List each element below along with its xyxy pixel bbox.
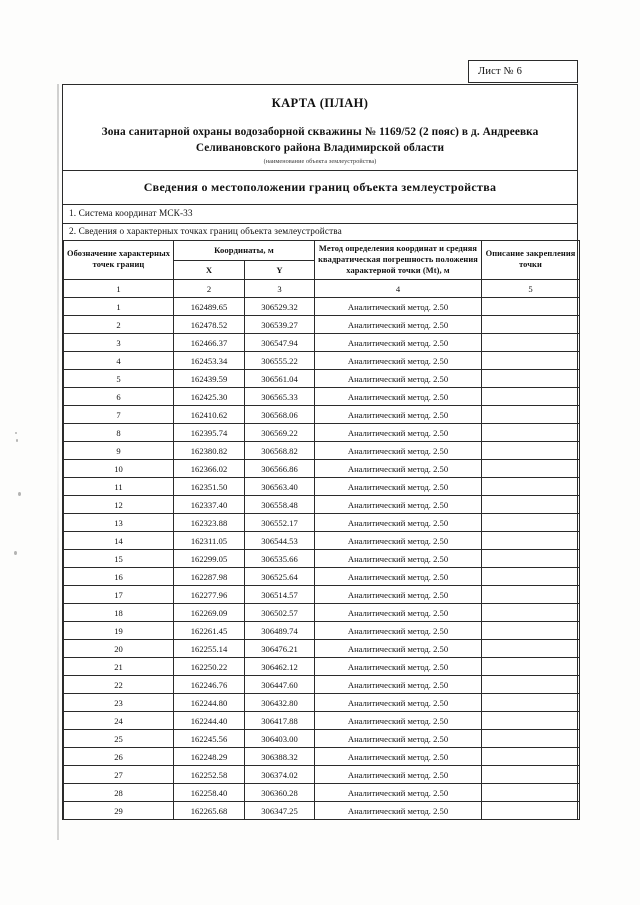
coordinate-x: 162380.82 [174, 442, 245, 460]
coordinate-y: 306565.33 [245, 388, 315, 406]
coordinate-y: 306552.17 [245, 514, 315, 532]
table-row [64, 748, 580, 766]
description-value [482, 334, 580, 352]
document-title: КАРТА (ПЛАН) [271, 96, 369, 110]
coordinate-x: 162366.02 [174, 460, 245, 478]
description-value [482, 622, 580, 640]
method-value: Аналитический метод. 2.50 [315, 424, 482, 442]
point-number: 1 [64, 298, 174, 316]
method-value: Аналитический метод. 2.50 [315, 532, 482, 550]
description-value [482, 406, 580, 424]
point-number: 17 [64, 586, 174, 604]
coordinate-x: 162489.65 [174, 298, 245, 316]
coordinate-x: 162466.37 [174, 334, 245, 352]
coordinate-x: 162265.68 [174, 802, 245, 820]
method-value: Аналитический метод. 2.50 [315, 676, 482, 694]
description-value [482, 568, 580, 586]
coordinate-x: 162287.98 [174, 568, 245, 586]
method-value: Аналитический метод. 2.50 [315, 802, 482, 820]
coordinate-x: 162337.40 [174, 496, 245, 514]
point-number: 10 [64, 460, 174, 478]
coordinate-x: 162453.34 [174, 352, 245, 370]
table-row [64, 550, 580, 568]
coordinate-y: 306558.48 [245, 496, 315, 514]
coordinate-y: 306462.12 [245, 658, 315, 676]
coordinate-y: 306555.22 [245, 352, 315, 370]
coordinate-y: 306535.66 [245, 550, 315, 568]
description-value [482, 442, 580, 460]
characteristic-points-table [63, 240, 580, 820]
coordinate-system-line: 1. Система координат МСК-33 [69, 209, 193, 220]
coordinate-x: 162258.40 [174, 784, 245, 802]
coordinate-y: 306447.60 [245, 676, 315, 694]
method-value: Аналитический метод. 2.50 [315, 766, 482, 784]
coordinate-x: 162395.74 [174, 424, 245, 442]
coordinate-y: 306403.00 [245, 730, 315, 748]
point-number: 14 [64, 532, 174, 550]
header-x: X [174, 260, 245, 280]
table-row [64, 676, 580, 694]
point-number: 22 [64, 676, 174, 694]
table-row [64, 784, 580, 802]
point-number: 25 [64, 730, 174, 748]
table-row [64, 532, 580, 550]
coordinate-x: 162245.56 [174, 730, 245, 748]
document-subtitle: Зона санитарной охраны водозаборной скважины № 1169/52 (2 пояс) в д. Андреевка Селивановского района Владимирской области [101, 126, 539, 155]
point-number: 3 [64, 334, 174, 352]
method-value: Аналитический метод. 2.50 [315, 496, 482, 514]
description-value [482, 640, 580, 658]
description-value [482, 730, 580, 748]
table-row [64, 370, 580, 388]
header-y: Y [245, 260, 315, 280]
scan-edge-shadow [57, 84, 59, 840]
sheet-number-box [468, 60, 578, 83]
description-value [482, 694, 580, 712]
method-value: Аналитический метод. 2.50 [315, 406, 482, 424]
table-row [64, 388, 580, 406]
point-number: 6 [64, 388, 174, 406]
coordinate-y: 306360.28 [245, 784, 315, 802]
method-value: Аналитический метод. 2.50 [315, 730, 482, 748]
scan-artifact [16, 439, 18, 442]
coordinate-x: 162439.59 [174, 370, 245, 388]
header-description: Описание закрепления точки [482, 241, 580, 280]
description-value [482, 496, 580, 514]
method-value: Аналитический метод. 2.50 [315, 568, 482, 586]
coordinate-x: 162351.50 [174, 478, 245, 496]
method-value: Аналитический метод. 2.50 [315, 604, 482, 622]
coordinate-y: 306476.21 [245, 640, 315, 658]
coordinate-x: 162261.45 [174, 622, 245, 640]
description-value [482, 514, 580, 532]
table-row [64, 568, 580, 586]
coordinate-y: 306568.06 [245, 406, 315, 424]
scan-artifact [18, 492, 21, 496]
coordinate-y: 306568.82 [245, 442, 315, 460]
coordinate-y: 306529.32 [245, 298, 315, 316]
description-value [482, 424, 580, 442]
table-row [64, 730, 580, 748]
point-number: 5 [64, 370, 174, 388]
description-value [482, 604, 580, 622]
table-row [64, 694, 580, 712]
description-value [482, 676, 580, 694]
point-number: 26 [64, 748, 174, 766]
document-frame [62, 84, 578, 820]
coordinate-x: 162299.05 [174, 550, 245, 568]
table-row [64, 298, 580, 316]
method-value: Аналитический метод. 2.50 [315, 514, 482, 532]
coordinate-x: 162269.09 [174, 604, 245, 622]
coordinate-y: 306502.57 [245, 604, 315, 622]
point-number: 21 [64, 658, 174, 676]
method-value: Аналитический метод. 2.50 [315, 334, 482, 352]
description-value [482, 766, 580, 784]
coordinate-y: 306569.22 [245, 424, 315, 442]
sheet-number-label: Лист № 6 [478, 66, 523, 77]
description-value [482, 352, 580, 370]
coordinate-x: 162425.30 [174, 388, 245, 406]
coordinate-x: 162244.80 [174, 694, 245, 712]
description-value [482, 388, 580, 406]
column-number: 4 [315, 280, 482, 298]
point-number: 18 [64, 604, 174, 622]
table-row [64, 604, 580, 622]
point-number: 9 [64, 442, 174, 460]
table-row [64, 460, 580, 478]
scan-artifact [14, 551, 17, 555]
description-value [482, 802, 580, 820]
coordinate-y: 306539.27 [245, 316, 315, 334]
coordinate-y: 306547.94 [245, 334, 315, 352]
column-number: 1 [64, 280, 174, 298]
coordinate-x: 162311.05 [174, 532, 245, 550]
table-row [64, 424, 580, 442]
table-row [64, 640, 580, 658]
point-number: 8 [64, 424, 174, 442]
point-number: 27 [64, 766, 174, 784]
points-info-line: 2. Сведения о характерных точках границ объекта землеустройства [69, 227, 342, 238]
description-value [482, 478, 580, 496]
description-value [482, 460, 580, 478]
point-number: 16 [64, 568, 174, 586]
header-point-designation: Обозначение характерных точек границ [64, 241, 174, 280]
description-value [482, 298, 580, 316]
coordinate-x: 162410.62 [174, 406, 245, 424]
coordinate-y: 306388.32 [245, 748, 315, 766]
description-value [482, 748, 580, 766]
method-value: Аналитический метод. 2.50 [315, 586, 482, 604]
table-row [64, 802, 580, 820]
description-value [482, 586, 580, 604]
coordinate-x: 162323.88 [174, 514, 245, 532]
point-number: 4 [64, 352, 174, 370]
method-value: Аналитический метод. 2.50 [315, 388, 482, 406]
method-value: Аналитический метод. 2.50 [315, 460, 482, 478]
description-value [482, 712, 580, 730]
coordinate-y: 306566.86 [245, 460, 315, 478]
description-value [482, 316, 580, 334]
table-row [64, 766, 580, 784]
method-value: Аналитический метод. 2.50 [315, 712, 482, 730]
description-value [482, 550, 580, 568]
method-value: Аналитический метод. 2.50 [315, 748, 482, 766]
coordinate-y: 306525.64 [245, 568, 315, 586]
coordinate-x: 162248.29 [174, 748, 245, 766]
coordinate-y: 306544.53 [245, 532, 315, 550]
table-body [64, 298, 580, 820]
coordinate-x: 162277.96 [174, 586, 245, 604]
description-value [482, 370, 580, 388]
coordinate-y: 306347.25 [245, 802, 315, 820]
method-value: Аналитический метод. 2.50 [315, 298, 482, 316]
table-row [64, 496, 580, 514]
table-row [64, 712, 580, 730]
point-number: 7 [64, 406, 174, 424]
coordinate-y: 306489.74 [245, 622, 315, 640]
table-row [64, 514, 580, 532]
table-row [64, 442, 580, 460]
point-number: 15 [64, 550, 174, 568]
point-number: 24 [64, 712, 174, 730]
point-number: 19 [64, 622, 174, 640]
table-header-row [64, 241, 580, 261]
coordinate-x: 162252.58 [174, 766, 245, 784]
coordinate-x: 162255.14 [174, 640, 245, 658]
scan-artifact [15, 432, 17, 434]
table-row [64, 478, 580, 496]
point-number: 29 [64, 802, 174, 820]
coordinate-y: 306432.80 [245, 694, 315, 712]
table-row [64, 586, 580, 604]
column-number-row [64, 280, 580, 298]
table-row [64, 622, 580, 640]
point-number: 13 [64, 514, 174, 532]
coordinate-y: 306514.57 [245, 586, 315, 604]
coordinate-y: 306561.04 [245, 370, 315, 388]
coordinate-y: 306563.40 [245, 478, 315, 496]
method-value: Аналитический метод. 2.50 [315, 694, 482, 712]
description-value [482, 784, 580, 802]
point-number: 2 [64, 316, 174, 334]
document-caption: (наименование объекта землеустройства) [263, 158, 377, 166]
point-number: 11 [64, 478, 174, 496]
table-row [64, 316, 580, 334]
method-value: Аналитический метод. 2.50 [315, 622, 482, 640]
method-value: Аналитический метод. 2.50 [315, 550, 482, 568]
coordinate-x: 162246.76 [174, 676, 245, 694]
point-number: 12 [64, 496, 174, 514]
point-number: 20 [64, 640, 174, 658]
table-row [64, 352, 580, 370]
column-number: 3 [245, 280, 315, 298]
method-value: Аналитический метод. 2.50 [315, 370, 482, 388]
header-coordinates-group: Координаты, м [174, 241, 315, 261]
coordinate-x: 162478.52 [174, 316, 245, 334]
title-block [63, 85, 577, 170]
header-method: Метод определения координат и средняя квадратическая погрешность положения характерной точки (Мt), м [315, 241, 482, 280]
section-heading: Сведения о местоположении границ объекта землеустройства [143, 180, 497, 195]
method-value: Аналитический метод. 2.50 [315, 316, 482, 334]
column-number: 2 [174, 280, 245, 298]
coordinate-y: 306417.88 [245, 712, 315, 730]
point-number: 28 [64, 784, 174, 802]
method-value: Аналитический метод. 2.50 [315, 640, 482, 658]
table-row [64, 334, 580, 352]
method-value: Аналитический метод. 2.50 [315, 658, 482, 676]
coordinate-x: 162250.22 [174, 658, 245, 676]
method-value: Аналитический метод. 2.50 [315, 352, 482, 370]
point-number: 23 [64, 694, 174, 712]
coordinate-y: 306374.02 [245, 766, 315, 784]
column-number: 5 [482, 280, 580, 298]
method-value: Аналитический метод. 2.50 [315, 478, 482, 496]
coordinate-x: 162244.40 [174, 712, 245, 730]
table-row [64, 658, 580, 676]
description-value [482, 658, 580, 676]
description-value [482, 532, 580, 550]
method-value: Аналитический метод. 2.50 [315, 442, 482, 460]
method-value: Аналитический метод. 2.50 [315, 784, 482, 802]
table-row [64, 406, 580, 424]
